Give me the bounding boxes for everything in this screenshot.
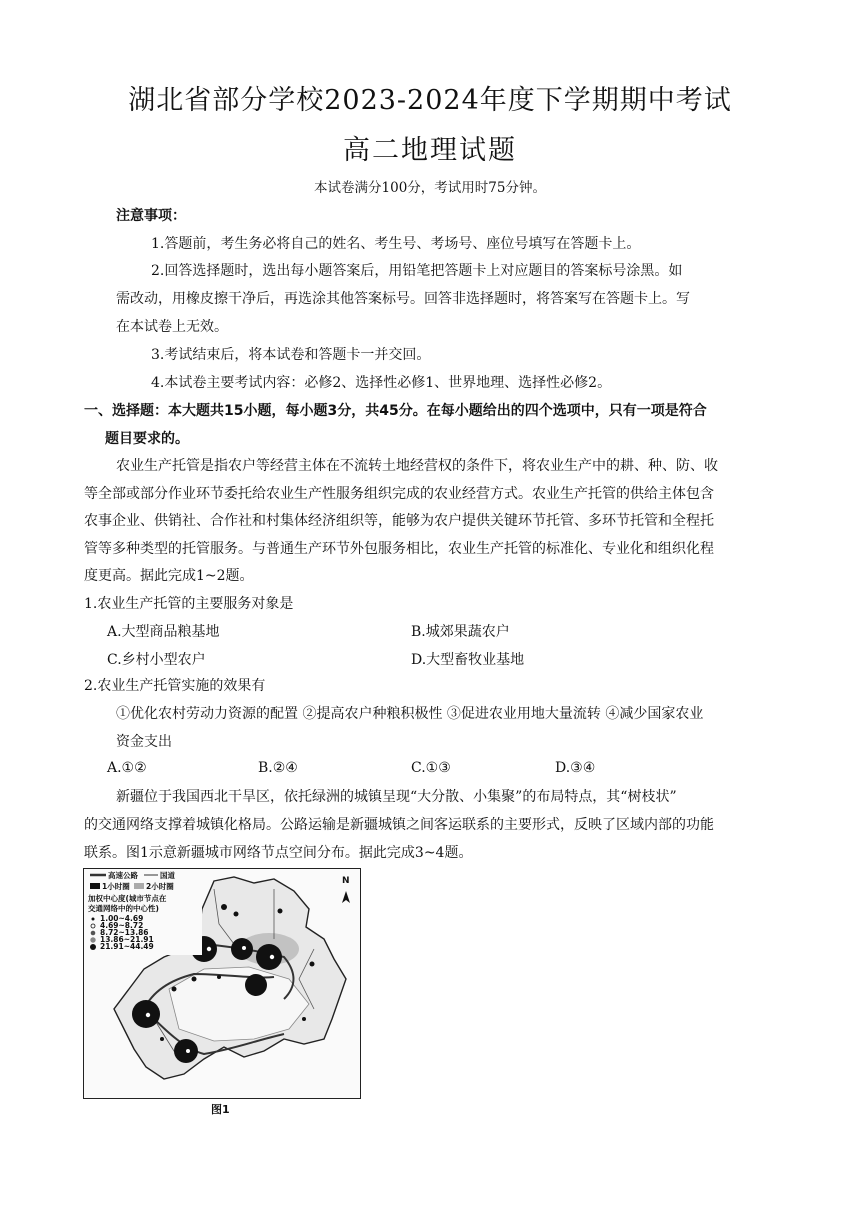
exam-note: 本试卷满分100分，考试用时75分钟。 (314, 180, 546, 196)
question-1-stem: 1.农业生产托管的主要服务对象是 (84, 596, 294, 612)
legend-class-5: 21.91~44.49 (100, 942, 154, 951)
passage1-line5: 度更高。据此完成1~2题。 (84, 568, 254, 584)
question-1-option-b: B.城郊果蔬农户 (411, 624, 510, 640)
question-2-statements-line2: 资金支出 (116, 734, 172, 750)
notice-item-1: 1.答题前，考生务必将自己的姓名、考生号、考场号、座位号填写在答题卡上。 (151, 236, 641, 252)
one-hour-zone (245, 974, 267, 996)
legend-centrality-title-2: 交通网络中的中心性) (88, 904, 159, 913)
legend-one-hour: 1小时圈 (102, 882, 130, 891)
legend-two-hour: 2小时圈 (146, 882, 174, 891)
figure-1-map (83, 868, 361, 1099)
legend-class-2: 4.69~8.72 (100, 921, 144, 930)
question-2-stem: 2.农业生产托管实施的效果有 (84, 678, 266, 694)
passage1-line2: 等全部或部分作业环节委托给农业生产性服务组织完成的农业经营方式。农业生产托管的供给主体包含 (84, 486, 714, 502)
question-2-option-b: B.②④ (258, 760, 298, 776)
question-1-option-a: A.大型商品粮基地 (107, 624, 220, 640)
question-1-option-d: D.大型畜牧业基地 (411, 652, 525, 668)
notice-item-2a: 2.回答选择题时，选出每小题答案后，用铅笔把答题卡上对应题目的答案标号涂黑。如 (151, 263, 683, 279)
question-2-option-a: A.①② (107, 760, 147, 776)
notice-item-4: 4.本试卷主要考试内容：必修2、选择性必修1、世界地理、选择性必修2。 (151, 375, 612, 391)
passage1-line3: 农事企业、供销社、合作社和村集体经济组织等，能够为农户提供关键环节托管、多环节托管和全程托 (84, 513, 714, 529)
exam-title: 湖北省部分学校2023-2024年度下学期期中考试 (128, 85, 732, 116)
legend-national-road: 国道 (160, 871, 175, 880)
passage1-line1: 农业生产托管是指农户等经营主体在不流转土地经营权的条件下，将农业生产中的耕、种、防、收 (116, 458, 718, 474)
notice-item-3: 3.考试结束后，将本试卷和答题卡一并交回。 (151, 347, 431, 363)
legend-class-4: 13.86~21.91 (100, 935, 154, 944)
passage2-line3: 联系。图1示意新疆城市网络节点空间分布。据此完成3~4题。 (84, 845, 473, 861)
north-arrow-icon (342, 891, 350, 903)
section-heading-a: 一、选择题：本大题共15小题，每小题3分，共45分。在每小题给出的四个选项中，只有一项是符合 (84, 403, 707, 419)
legend-expressway: 高速公路 (108, 871, 138, 880)
one-hour-zone (256, 944, 282, 970)
question-2-statements-line1: ①优化农村劳动力资源的配置 ②提高农户种粮积极性 ③促进农业用地大量流转 ④减少国家农业 (116, 706, 704, 722)
question-2-option-c: C.①③ (411, 760, 451, 776)
legend-class-3: 8.72~13.86 (100, 928, 149, 937)
notice-item-2b: 需改动，用橡皮擦干净后，再选涂其他答案标号。回答非选择题时，将答案写在答题卡上。写 (116, 291, 690, 307)
notice-heading: 注意事项： (116, 208, 186, 224)
notice-item-2c: 在本试卷上无效。 (116, 319, 228, 335)
one-hour-zone (231, 938, 253, 960)
question-1-option-c: C.乡村小型农户 (107, 652, 206, 668)
legend-class-1: 1.00~4.69 (100, 914, 144, 923)
section-heading-b: 题目要求的。 (105, 431, 189, 447)
one-hour-zone (132, 1000, 160, 1028)
figure-1-caption: 图1 (211, 1103, 230, 1116)
passage2-line1: 新疆位于我国西北干旱区，依托绿洲的城镇呈现“大分散、小集聚”的布局特点，其“树枝状” (116, 789, 677, 805)
exam-subtitle: 高二地理试题 (343, 135, 517, 166)
legend-centrality-title-1: 加权中心度(城市节点在 (88, 894, 167, 903)
passage1-line4: 管等多种类型的托管服务。与普通生产环节外包服务相比，农业生产托管的标准化、专业化和组织化程 (84, 541, 714, 557)
passage2-line2: 的交通网络支撑着城镇化格局。公路运输是新疆城镇之间客运联系的主要形式，反映了区域内部的功能 (84, 817, 714, 833)
question-2-option-d: D.③④ (555, 760, 596, 776)
north-label: N (342, 876, 350, 886)
